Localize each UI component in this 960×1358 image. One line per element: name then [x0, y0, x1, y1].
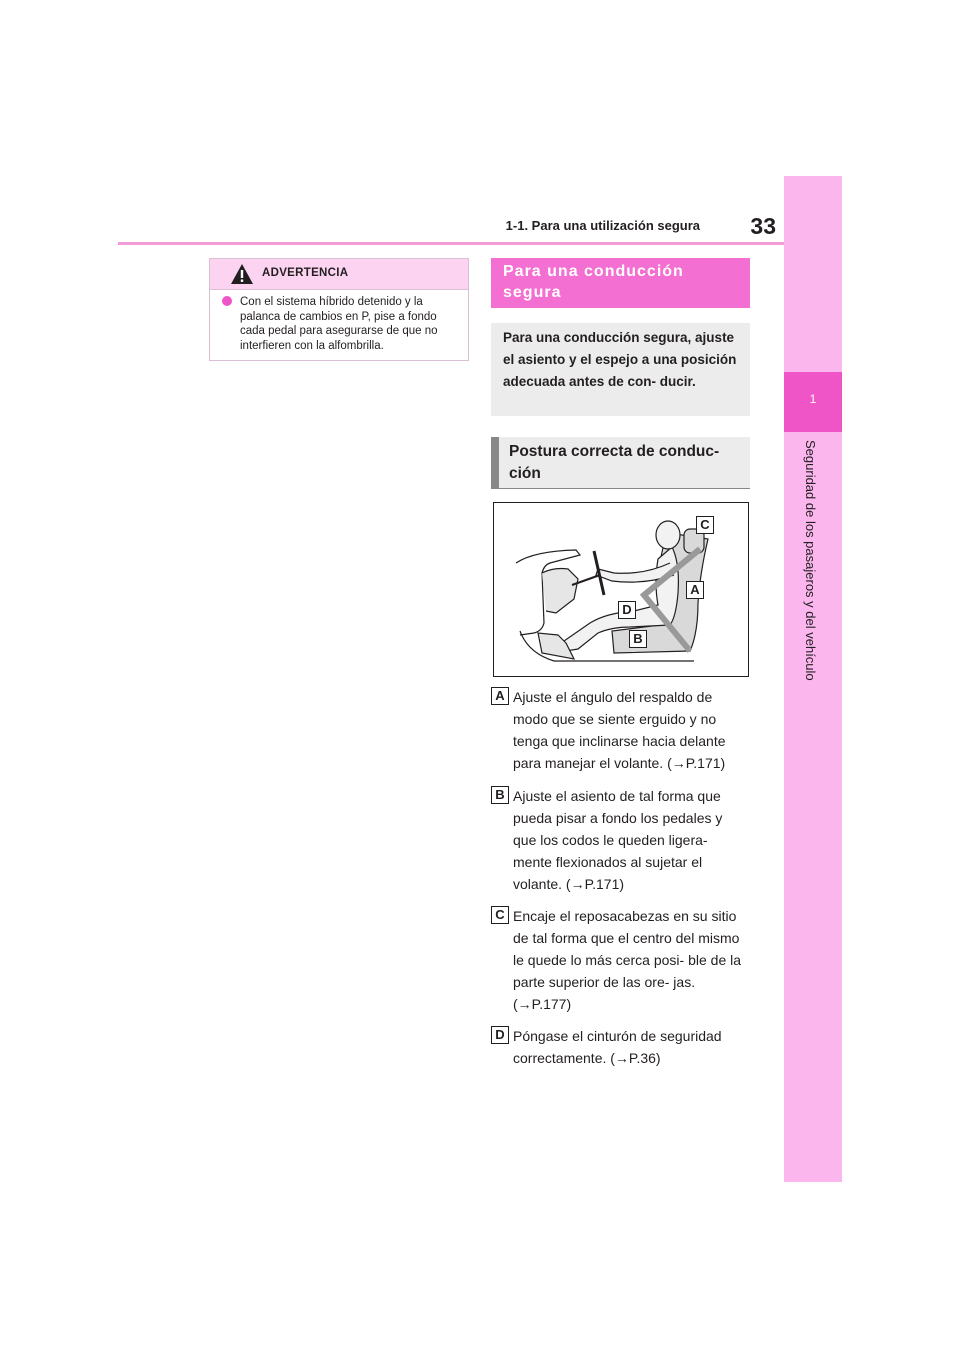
- item-text: Ajuste el asiento de tal forma que pueda pisar a fondo los pedales y que los codos le queden ligera- mente flexionados al sujetar el volante. (→P.171): [513, 788, 723, 892]
- figure-label-c: C: [696, 516, 714, 534]
- item-letter-d: D: [491, 1026, 509, 1044]
- bullet-icon: [222, 296, 232, 306]
- item-text: Póngase el cinturón de seguridad correctamente. (→P.36): [513, 1028, 722, 1066]
- item-letter-b: B: [491, 786, 509, 804]
- item-text: Ajuste el ángulo del respaldo de modo que se siente erguido y no tenga que inclinarse hacia delante para manejar el volante. (→P.171): [513, 689, 726, 771]
- figure-label-d: D: [618, 601, 636, 619]
- warning-box: [209, 258, 469, 361]
- intro-text: Para una conducción segura, ajuste el asiento y el espejo a una posición adecuada antes de con- ducir.: [503, 330, 737, 389]
- warning-triangle-icon: [230, 263, 254, 285]
- header-divider: [118, 242, 784, 245]
- subheading: [491, 437, 750, 489]
- chapter-number: 1: [809, 392, 817, 406]
- section-heading-text: Para una conducción segura: [503, 263, 684, 301]
- figure-label-a: A: [686, 581, 704, 599]
- item-text: Encaje el reposacabezas en su sitio de tal forma que el centro del mismo le quede lo más cerca posi- ble de la parte superior de las ore- jas. (→P.177): [513, 908, 742, 1012]
- page-number: 33: [750, 213, 776, 239]
- warning-header: [210, 259, 468, 290]
- driving-posture-illustration: [493, 502, 749, 677]
- chapter-title: Seguridad de los pasajeros y del vehículo: [803, 440, 818, 681]
- warning-text-content: Con el sistema híbrido detenido y la palanca de cambios en P, pise a fondo cada pedal para asegurarse de que no interfieren con la alfombrilla.: [240, 296, 438, 352]
- warning-title: ADVERTENCIA: [262, 267, 349, 279]
- subheading-text: Postura correcta de conduc- ción: [509, 443, 720, 482]
- warning-text: [210, 290, 468, 353]
- section-heading: [491, 258, 750, 308]
- item-letter-a: A: [491, 687, 509, 705]
- item-letter-c: C: [491, 906, 509, 924]
- intro-box: [491, 323, 750, 416]
- figure-label-b: B: [629, 630, 647, 648]
- section-title: 1-1. Para una utilización segura: [505, 218, 700, 233]
